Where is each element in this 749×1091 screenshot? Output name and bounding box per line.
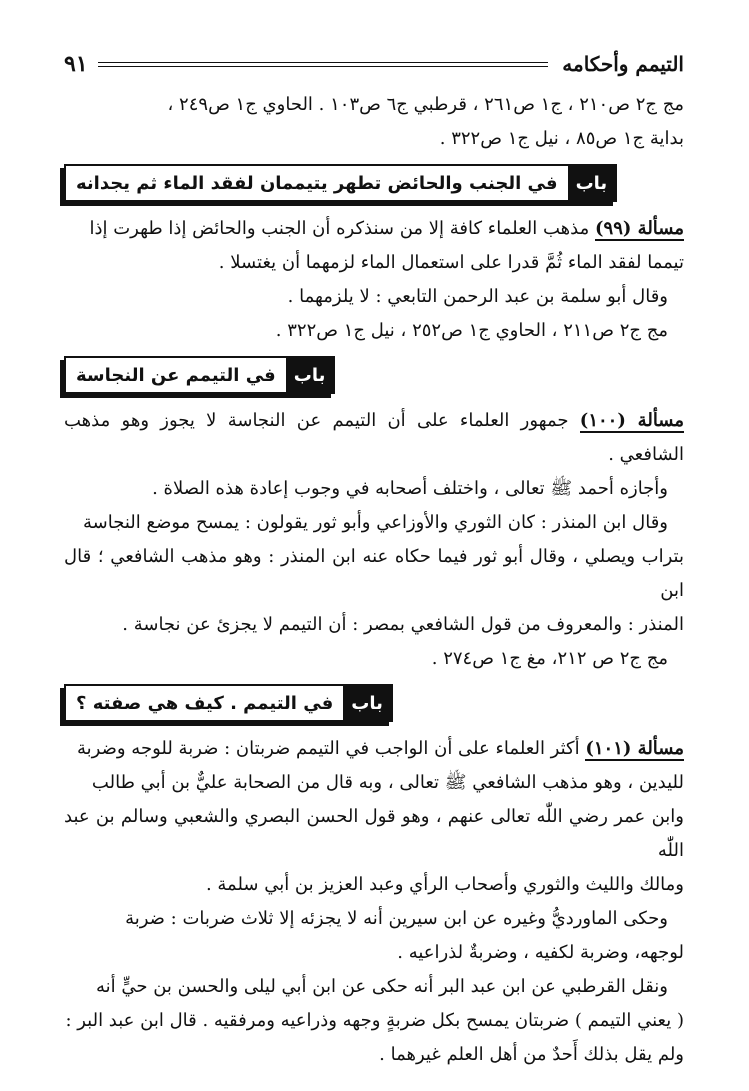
paragraph-line: بتراب ويصلي ، وقال أبو ثور فيما حكاه عنه ابن المنذر : وهو مذهب الشافعي ؛ قال ابن [64,546,684,601]
paragraph-line: لوجهه، وضربة لكفيه ، وضربةٌ لذراعيه . [397,942,684,963]
paragraph-text: مذهب العلماء كافة إلا من سنذكره أن الجنب والحائض إذا طهرت إذا [89,218,590,239]
masala-paragraph [64,404,684,472]
chapter-heading-box [64,356,335,394]
masala-label: مسألة (١٠٠) [579,410,684,431]
paragraph-line: وقال ابن المنذر : كان الثوري والأوزاعي وأبو ثور يقولون : يمسح موضع النجاسة [83,512,668,533]
reference-line: بداية ج١ ص٨٥ ، نيل ج١ ص٣٢٢ . [439,128,684,149]
paragraph-text: أكثر العلماء على أن الواجب في التيمم ضربتان : ضربة للوجه وضربة [77,738,580,759]
paragraph-line: ونقل القرطبي عن ابن عبد البر أنه حكى عن ابن أبي ليلى والحسن بن حيٍّ أنه [95,976,668,997]
paragraph-line: وحكى الماورديُّ وغيره عن ابن سيرين أنه لا يجزئه إلا ثلاث ضربات : ضربة [125,908,668,929]
chapter-heading-box [64,684,393,722]
header-rule [98,62,549,67]
chapter-tag: باب [568,166,616,200]
reference-line: مج ج٢ ص٢١١ ، الحاوي ج١ ص٢٥٢ ، نيل ج١ ص٣٢٢ . [275,320,668,341]
chapter-heading-box [64,164,617,202]
paragraph-line: ( يعني التيمم ) ضربتان يمسح بكل ضربةٍ وجهه وذراعيه ومرفقيه . قال ابن عبد البر : [65,1010,684,1031]
paragraph-line: ومالك والليث والثوري وأصحاب الرأي وعبد العزيز بن أبي سلمة . [205,874,684,895]
page-number: ٩١ [64,51,88,77]
running-header [64,40,684,88]
paragraph-line: ولم يقل بذلك أَحدٌ من أهل العلم غيرهما . [379,1044,684,1065]
reference-line: مج ج٢ ص٢١٠ ، ج١ ص٢٦١ ، قرطبي ج٦ ص١٠٣ . الحاوي ج١ ص٢٤٩ ، [167,94,684,115]
paragraph-line: لليدين ، وهو مذهب الشافعي ﷺ تعالى ، وبه قال من الصحابة عليٌّ بن أبي طالب [91,772,684,793]
chapter-tag: باب [343,686,391,720]
chapter-title: في الجنب والحائض تطهر يتيممان لفقد الماء ثم يجدانه [76,172,558,194]
paragraph-line: وابن عمر رضي اللّٰه تعالى عنهم ، وهو قول الحسن البصري والشعبي وسالم بن عبد اللّٰه [64,806,684,861]
chapter-heading [64,684,684,722]
paragraph-line: وقال أبو سلمة بن عبد الرحمن التابعي : لا يلزمهما . [287,286,668,307]
chapter-heading [64,356,684,394]
chapter-title: في التيمم عن النجاسة [76,364,276,386]
paragraph-text: جمهور العلماء على أن التيمم عن النجاسة لا يجوز وهو مذهب الشافعي . [64,410,684,465]
reference-line: مج ج٢ ص ٢١٢، مغ ج١ ص٢٧٤ . [431,648,668,669]
masala-paragraph [64,212,684,246]
paragraph-line: تيمما لفقد الماء ثُمَّ قدرا على استعمال الماء لزمهما أن يغتسلا . [218,252,684,273]
book-page [64,40,684,1072]
chapter-heading [64,164,684,202]
masala-label: مسألة (٩٩) [595,218,684,239]
masala-paragraph [64,732,684,766]
paragraph-line: المنذر : والمعروف من قول الشافعي بمصر : أن التيمم لا يجزئ عن نجاسة . [122,614,684,635]
chapter-tag: باب [286,358,334,392]
paragraph-line: وأجازه أحمد ﷺ تعالى ، واختلف أصحابه في وجوب إعادة هذه الصلاة . [152,478,668,499]
running-title: التيمم وأحكامه [562,52,684,76]
chapter-title: في التيمم . كيف هي صفته ؟ [76,692,334,714]
masala-label: مسألة (١٠١) [585,738,684,759]
